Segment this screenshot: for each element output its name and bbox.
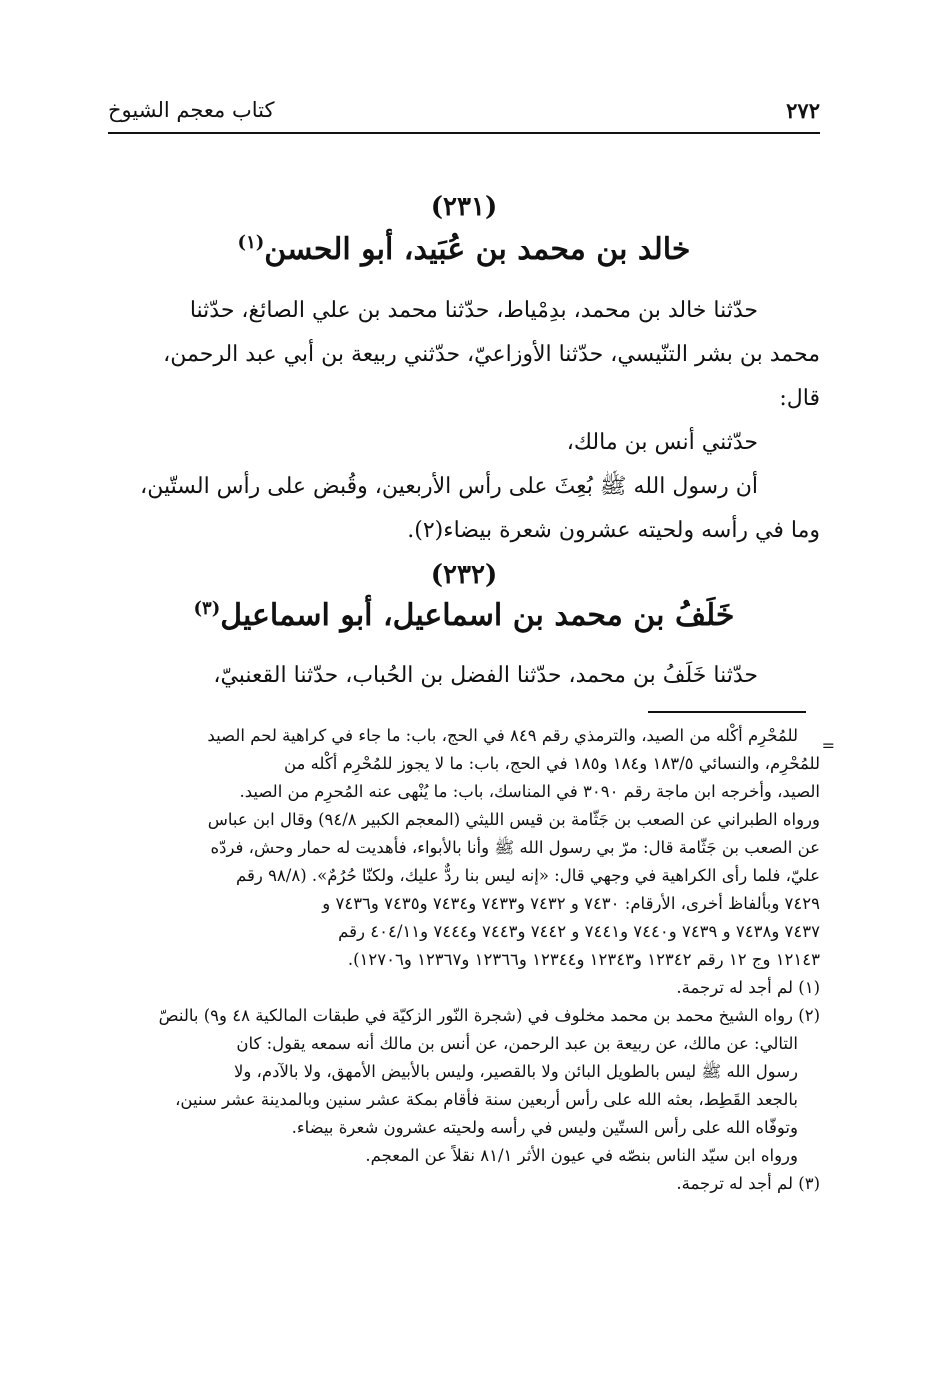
running-title: كتاب معجم الشيوخ [108,98,275,122]
text-line: وما في رأسه ولحيته عشرون شعرة بيضاء(٢). [407,518,820,543]
entry-232-number: (٢٣٢) [430,560,498,590]
footnote-line: عليّ، فلما رأى الكراهية في وجهي قال: «إنه ليس بنا ردٌّ عليك، ولكنّا حُرُمٌ». (٩٨/٨ رقم [235,866,820,885]
entry-232-text [108,654,820,698]
text-line: محمد بن بشر التنّيسي، حدّثنا الأوزاعيّ، حدّثني ربيعة بن أبي عبد الرحمن، [163,342,820,367]
entry-231-title [108,232,820,267]
entry-231-text [108,289,820,553]
footnote-2: (٢) رواه الشيخ محمد بن محمد مخلوف في (شجرة النّور الزكيّة في طبقات المالكية ٤٨ و٩) بالنصّ [158,1006,820,1025]
entry-232-note-ref: (٣) [193,598,221,619]
continuation-mark: = [821,736,835,755]
footnote-1: (١) لم أجد له ترجمة. [676,978,820,997]
footnote-line: ٧٤٣٧ و٧٤٣٨ و ٧٤٣٩ و٧٤٤٠ و٧٤٤١ و ٧٤٤٢ و٧٤٤٣ و٧٤٤٤ و٤٠٤/١١ رقم [338,922,820,941]
text-line: قال: [779,386,820,411]
footnote-3: (٣) لم أجد له ترجمة. [676,1174,820,1193]
text-line: حدّثنا خالد بن محمد، بدِمْياط، حدّثنا محمد بن علي الصائغ، حدّثنا [189,298,758,323]
footnote-line: ورواه ابن سيّد الناس بنصّه في عيون الأثر ٨١/١ نقلاً عن المعجم. [365,1146,798,1165]
footnote-line: ١٢١٤٣ وج ١٢ رقم ١٢٣٤٢ و١٢٣٤٣ و١٢٣٤٤ و١٢٣٦٦ و١٢٣٦٧ و١٢٧٠٦). [347,950,820,969]
footnote-line: الصيد، وأخرجه ابن ماجة رقم ٣٠٩٠ في المناسك، باب: ما يُنْهى عنه المُحرِم من الصيد. [239,782,820,801]
header-rule [108,132,820,134]
entry-231-name: خالد بن محمد بن عُبَيد، أبو الحسن [264,232,691,267]
footnote-line: بالجعد القَطِط، بعثه الله على رأس أربعين سنة فأقام بمكة عشر سنين وبالمدينة عشر سنين، [175,1090,798,1109]
footnote-line: رسول الله ﷺ ليس بالطويل البائن ولا بالقصير، وليس بالأبيض الأمهق، ولا بالآدم، ولا [233,1062,798,1081]
entry-232-title [108,598,820,633]
footnote-line: ورواه الطبراني عن الصعب بن جَثّامة بن قيس الليثي (المعجم الكبير ٩٤/٨) وقال ابن عباس [207,810,820,829]
entry-231-number: (٢٣١) [430,192,498,222]
footnote-separator [648,711,806,713]
footnotes [108,722,820,1198]
page-header [108,98,820,132]
footnote-line: عن الصعب بن جَثّامة قال: مرّ بي رسول الله ﷺ وأنا بالأبواء، فأهديت له حمار وحش، فردّه [210,838,820,857]
text-line: أن رسول الله ﷺ بُعِثَ على رأس الأربعين، وقُبض على رأس الستّين، [140,474,758,499]
entry-231-note-ref: (١) [237,232,265,253]
footnote-line: ٧٤٢٩ وبألفاظ أخرى، الأرقام: ٧٤٣٠ و ٧٤٣٢ و٧٤٣٣ و٧٤٣٤ و٧٤٣٥ و٧٤٣٦ و [322,894,820,913]
text-line: حدّثني أنس بن مالك، [566,430,758,455]
footnote-line: التالي: عن مالك، عن ربيعة بن عبد الرحمن، عن أنس بن مالك أنه سمعه يقول: كان [236,1034,798,1053]
entry-232-name: خَلَفُ بن محمد بن اسماعيل، أبو اسماعيل [220,598,735,633]
footnote-line: للمُحْرِم، والنسائي ١٨٣/٥ و١٨٤ و١٨٥ في الحج، باب: ما لا يجوز للمُحْرِم أكْله من [283,754,820,773]
footnote-line: للمُحْرِم أكْله من الصيد، والترمذي رقم ٨٤٩ في الحج، باب: ما جاء في كراهية لحم الصيد [207,726,798,745]
text-line: حدّثنا خَلَفُ بن محمد، حدّثنا الفضل بن الحُباب، حدّثنا القعنبيّ، [213,663,758,688]
page-number: ٢٧٢ [786,98,820,123]
footnote-line: وتوفّاه الله على رأس الستّين وليس في رأسه ولحيته عشرون شعرة بيضاء. [291,1118,798,1137]
